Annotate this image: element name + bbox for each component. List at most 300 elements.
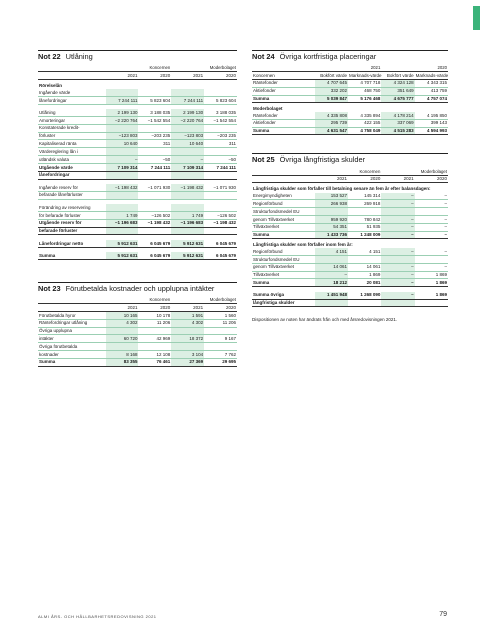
table-row: [38, 109, 237, 116]
section-label: Långfristiga skulder som förfaller inom fem år:: [253, 241, 353, 247]
cell-value: 7 244 111: [204, 163, 237, 171]
cell-value: 4 631 547: [315, 127, 348, 135]
cell-value: 12 108: [138, 350, 171, 358]
table-row: [38, 343, 237, 351]
cell-value: 269 918: [348, 200, 381, 208]
cell-value: 413 759: [415, 87, 448, 95]
cell-value: −126 502: [138, 211, 171, 219]
row-label: Strukturfondsmedel EU: [252, 255, 315, 263]
cell-value: –: [381, 193, 414, 200]
table-row: [252, 127, 448, 135]
cell-value: –: [415, 193, 448, 200]
group-header: Moderbolaget: [381, 168, 448, 175]
cell-value: [204, 148, 237, 156]
note-25: [252, 153, 448, 323]
cell-value: 4 675 777: [381, 95, 414, 103]
row-label: Tillväxtverket: [252, 223, 315, 231]
group-header-row: [38, 297, 237, 304]
cell-value: [138, 227, 171, 235]
table-row: [252, 112, 448, 119]
row-label: befarade förluster: [38, 227, 106, 235]
cell-value: 145 314: [348, 193, 381, 200]
cell-value: 27 369: [171, 358, 204, 366]
group-header-row: [38, 65, 237, 72]
row-label: långfristiga skulder: [252, 299, 315, 307]
table-row: [38, 140, 237, 148]
cell-value: 7 109 314: [171, 163, 204, 171]
table-row: [38, 211, 237, 219]
cell-value: −203 235: [204, 132, 237, 140]
cell-value: −1 198 432: [138, 219, 171, 227]
table-row: [252, 263, 448, 271]
cell-value: 4 343 315: [415, 79, 448, 87]
cell-value: 4 758 049: [348, 127, 381, 135]
cell-value: 4 335 894: [348, 112, 381, 119]
cell-value: 5 823 604: [138, 96, 171, 104]
cell-value: –: [381, 248, 414, 255]
cell-value: [106, 204, 139, 211]
cell-value: [204, 171, 237, 179]
year-header: 2020: [138, 72, 171, 80]
year-header: 2021: [381, 175, 414, 183]
cell-value: −1 196 683: [106, 219, 139, 227]
cell-value: 4 707 718: [348, 79, 381, 87]
note-name: Övriga kortfristiga placeringar: [279, 52, 377, 61]
row-label: Summa: [38, 358, 106, 366]
cell-value: –: [381, 271, 414, 279]
cell-value: 5 039 847: [315, 95, 348, 103]
cell-value: 14 061: [315, 263, 348, 271]
cell-value: [204, 327, 237, 335]
row-label: lånefordringar: [38, 96, 106, 104]
cell-value: 468 750: [348, 87, 381, 95]
cell-value: –: [171, 156, 204, 164]
row-label: Kapitaliserad ränta: [38, 140, 106, 148]
note-22-table: [38, 65, 237, 261]
cell-value: −2 220 764: [171, 117, 204, 125]
year-header: 2021: [315, 175, 348, 183]
cell-value: [171, 343, 204, 351]
table-row: [252, 299, 448, 307]
header-spacer: [38, 297, 106, 304]
cell-value: 2 199 130: [171, 109, 204, 116]
row-label: för befarade förluster: [38, 211, 106, 219]
cell-value: 266 938: [315, 200, 348, 208]
table-row: [252, 200, 448, 208]
cell-value: −123 803: [171, 132, 204, 140]
table-row: [38, 171, 237, 179]
cell-value: [315, 255, 348, 263]
cell-value: –: [381, 292, 414, 299]
cell-value: 959 920: [315, 216, 348, 224]
group-header: Moderbolaget: [171, 65, 237, 72]
cell-value: −1 196 683: [171, 219, 204, 227]
row-label: Summa: [252, 279, 315, 287]
row-label: Aktiefonder: [252, 87, 315, 95]
row-label: Övriga förutbetalda: [38, 343, 106, 351]
year-header: 2021: [171, 304, 204, 312]
table-row: [38, 240, 237, 247]
cell-value: 7 244 111: [171, 96, 204, 104]
cell-value: 399 143: [415, 119, 448, 127]
cell-value: 6 045 679: [138, 240, 171, 247]
note-24: [252, 50, 448, 135]
year-header: 2020: [204, 304, 237, 312]
cell-value: 1 560: [204, 311, 237, 319]
table-row: [38, 311, 237, 319]
section-label: Moderbolaget: [253, 105, 283, 111]
row-label: befarade lånefärluster: [38, 191, 106, 199]
subheader: Bokfört värde: [381, 72, 414, 80]
cell-value: –: [381, 223, 414, 231]
cell-value: 5 912 631: [106, 252, 139, 259]
table-row: [252, 271, 448, 279]
cell-value: 3 188 035: [138, 109, 171, 116]
note-23-table: [38, 297, 237, 367]
row-label: Strukturfondsmedel EU: [252, 208, 315, 216]
cell-value: –: [415, 200, 448, 208]
cell-value: −1 542 554: [138, 117, 171, 125]
cell-value: –: [381, 263, 414, 271]
cell-value: [381, 255, 414, 263]
table-row: [38, 124, 237, 132]
cell-value: 8 168: [106, 350, 139, 358]
row-label: Förutbetalda hyror: [38, 311, 106, 319]
cell-value: 4 302: [106, 319, 139, 327]
row-label: Summa: [252, 95, 315, 103]
row-label: genom Tillväxtverket: [252, 263, 315, 271]
cell-value: 18 212: [315, 279, 348, 287]
cell-value: [171, 124, 204, 132]
cell-value: [106, 343, 139, 351]
cell-value: 18 372: [171, 335, 204, 343]
table-row: [38, 358, 237, 366]
subheader: Marknads-värde: [415, 72, 449, 78]
table-row: [252, 216, 448, 224]
cell-value: 7 762: [204, 350, 237, 358]
table-row: [252, 292, 448, 299]
note-24-table: [252, 65, 448, 136]
cell-value: –: [381, 216, 414, 224]
cell-value: [171, 79, 204, 89]
section-tab-marker: [473, 6, 480, 30]
section-row: [252, 183, 448, 193]
cell-value: −50: [138, 156, 171, 164]
row-label: Värdereglering lån i: [38, 148, 106, 156]
table-row: [38, 89, 237, 96]
year-header: 2021: [171, 72, 204, 80]
cell-value: 11 206: [204, 319, 237, 327]
note-24-title: [252, 50, 448, 62]
group-header: Koncernen: [315, 168, 382, 175]
cell-value: 311: [138, 140, 171, 148]
cell-value: [315, 208, 348, 216]
cell-value: [138, 148, 171, 156]
table-row: [252, 208, 448, 216]
cell-value: 422 155: [348, 119, 381, 127]
cell-value: 7 244 111: [138, 163, 171, 171]
cell-value: –: [381, 200, 414, 208]
row-label: Lånefordringar netto: [38, 240, 106, 247]
cell-value: 4 335 808: [315, 112, 348, 119]
note-number: Not 24: [252, 52, 275, 61]
cell-value: 2 199 130: [106, 109, 139, 116]
cell-value: −203 235: [138, 132, 171, 140]
cell-value: [204, 204, 237, 211]
cell-value: [171, 204, 204, 211]
row-label: Ingående värde: [38, 89, 106, 96]
group-header-row: [252, 168, 448, 175]
cell-value: 311: [204, 140, 237, 148]
header-spacer: [252, 168, 315, 175]
cell-value: 6 045 679: [204, 240, 237, 247]
cell-value: 29 695: [204, 358, 237, 366]
cell-value: [106, 89, 139, 96]
table-row: [38, 96, 237, 104]
row-label: Energimyndigheten: [252, 193, 315, 200]
row-label: Räntefonder: [252, 112, 315, 119]
cell-value: [138, 343, 171, 351]
cell-value: 4 151: [348, 248, 381, 255]
table-row: [38, 227, 237, 235]
row-label: Förändring av reservering: [38, 204, 106, 211]
note-25-table: [252, 168, 448, 307]
note-23: [38, 282, 237, 367]
cell-value: 10 178: [138, 311, 171, 319]
cell-value: 5 912 631: [106, 240, 139, 247]
cell-value: 9 167: [204, 335, 237, 343]
cell-value: [171, 89, 204, 96]
cell-value: [381, 208, 414, 216]
cell-value: [315, 299, 348, 307]
cell-value: –: [415, 231, 448, 239]
cell-value: 20 081: [348, 279, 381, 287]
cell-value: [171, 171, 204, 179]
note-name: Utlåning: [65, 52, 93, 61]
row-label: Summa: [252, 127, 315, 135]
year-header: 2020: [415, 175, 448, 183]
note-25-disclaimer: Dispositionen av noten har ändrats från och med årsredovisningen 2021.: [252, 317, 398, 323]
cell-value: [106, 327, 139, 335]
table-row: [252, 79, 448, 87]
page-footer: ALMI ÅRS- OCH HÅLLBARHETSREDOVISNING 2021: [38, 614, 157, 619]
group-header: Moderbolaget: [171, 297, 237, 304]
cell-value: 4 707 645: [315, 79, 348, 87]
table-row: [252, 119, 448, 127]
cell-value: 4 302: [171, 319, 204, 327]
cell-value: −1 198 432: [171, 184, 204, 191]
cell-value: [106, 171, 139, 179]
group-header-row: [252, 65, 448, 72]
table-row: [38, 327, 237, 335]
section-label: Långfristiga skulder som förfaller till betalning senare än fem år efter balansdagen:: [253, 186, 431, 192]
row-label: lånefordringar: [38, 171, 106, 179]
table-row: [38, 79, 237, 89]
table-row: [38, 148, 237, 156]
cell-value: −1 198 432: [106, 184, 139, 191]
page-number: 79: [439, 611, 447, 618]
note-number: Not 22: [38, 52, 61, 61]
note-name: Övriga långfristiga skulder: [279, 155, 366, 165]
right-column: [252, 50, 448, 335]
cell-value: 153 527: [315, 193, 348, 200]
table-row: [252, 248, 448, 255]
cell-value: [138, 89, 171, 96]
cell-value: 332 202: [315, 87, 348, 95]
cell-value: 1 248 009: [348, 231, 381, 239]
cell-value: [415, 255, 448, 263]
year-header: 2021: [106, 72, 139, 80]
note-22: [38, 50, 237, 260]
table-row: [38, 163, 237, 171]
group-header: 2021: [315, 65, 382, 72]
year-header: 2020: [348, 175, 381, 183]
year-header-row: [38, 72, 237, 80]
row-label: Regionförbund: [252, 200, 315, 208]
cell-value: 1 451 948: [315, 292, 348, 299]
group-header: Koncernen: [106, 297, 172, 304]
row-label: Ingående reserv för: [38, 184, 106, 191]
cell-value: –: [106, 156, 139, 164]
row-label: Aktiefonder: [252, 119, 315, 127]
cell-value: 295 739: [315, 119, 348, 127]
cell-value: 60 720: [106, 335, 139, 343]
cell-value: 5 823 604: [204, 96, 237, 104]
cell-value: 5 912 631: [171, 240, 204, 247]
cell-value: [204, 89, 237, 96]
cell-value: 10 640: [106, 140, 139, 148]
cell-value: 1 749: [171, 211, 204, 219]
group-header: Koncernen: [106, 65, 172, 72]
row-label: Tillväxtverket: [252, 271, 315, 279]
year-header: 2020: [204, 72, 237, 80]
cell-value: 1 433 736: [315, 231, 348, 239]
cell-value: [348, 255, 381, 263]
cell-value: −123 803: [106, 132, 139, 140]
table-row: [252, 279, 448, 287]
year-header: 2020: [138, 304, 171, 312]
note-name: Förutbetalda kostnader och upplupna intäkter: [65, 284, 215, 294]
cell-value: −50: [204, 156, 237, 164]
cell-value: 1 869: [415, 271, 448, 279]
cell-value: 4 594 993: [415, 127, 448, 135]
cell-value: –: [381, 279, 414, 287]
cell-value: 1 869: [415, 279, 448, 287]
cell-value: [138, 124, 171, 132]
cell-value: –: [315, 271, 348, 279]
cell-value: 10 640: [171, 140, 204, 148]
cell-value: [381, 299, 414, 307]
table-row: [38, 350, 237, 358]
row-label: Summa övriga: [252, 292, 315, 299]
cell-value: 5 176 468: [348, 95, 381, 103]
row-label: Summa: [38, 252, 106, 259]
cell-value: 54 351: [315, 223, 348, 231]
subheader-row: [252, 72, 448, 80]
cell-value: [171, 191, 204, 199]
cell-value: [204, 79, 237, 89]
cell-value: [415, 299, 448, 307]
row-label: kostnader: [38, 350, 106, 358]
row-label: Regionförbund: [252, 248, 315, 255]
cell-value: [204, 343, 237, 351]
table-row: [252, 95, 448, 103]
table-row: [38, 219, 237, 227]
note-number: Not 25: [252, 155, 275, 165]
row-label: Amorteringar: [38, 117, 106, 125]
cell-value: [138, 327, 171, 335]
cell-value: 11 206: [138, 319, 171, 327]
cell-value: [204, 191, 237, 199]
cell-value: 1 869: [348, 271, 381, 279]
table-row: [252, 87, 448, 95]
header-spacer: [38, 65, 106, 72]
cell-value: –: [415, 216, 448, 224]
cell-value: [348, 299, 381, 307]
table-row: [252, 223, 448, 231]
cell-value: −126 502: [204, 211, 237, 219]
table-row: [38, 319, 237, 327]
cell-value: 4 151: [315, 248, 348, 255]
cell-value: −1 071 930: [138, 184, 171, 191]
table-row: [38, 184, 237, 191]
table-row: [38, 132, 237, 140]
cell-value: 4 515 283: [381, 127, 414, 135]
row-label: utländsk valuta: [38, 156, 106, 164]
year-header-row: [252, 175, 448, 183]
cell-value: –: [415, 223, 448, 231]
row-label: Räntefordringar utlåning: [38, 319, 106, 327]
cell-value: 337 069: [381, 119, 414, 127]
subheader: Marknads-värde: [349, 72, 382, 78]
cell-value: [106, 124, 139, 132]
subheader: Koncernen: [252, 72, 315, 80]
row-label: förluster: [38, 132, 106, 140]
section-row: [252, 103, 448, 112]
header-spacer: [252, 65, 315, 72]
cell-value: [415, 208, 448, 216]
note-22-title: [38, 50, 237, 62]
note-number: Not 23: [38, 284, 61, 294]
cell-value: –: [381, 231, 414, 239]
subheader: Bokfört värde: [315, 72, 348, 80]
cell-value: 6 045 679: [204, 252, 237, 259]
table-row: [38, 156, 237, 164]
table-row: [38, 335, 237, 343]
cell-value: −1 198 432: [204, 219, 237, 227]
table-row: [38, 117, 237, 125]
row-label: Utgående reserv för: [38, 219, 106, 227]
cell-value: 83 355: [106, 358, 139, 366]
year-header: 2021: [106, 304, 139, 312]
cell-value: 10 165: [106, 311, 139, 319]
cell-value: 1 268 090: [348, 292, 381, 299]
cell-value: 3 188 035: [204, 109, 237, 116]
table-row: [38, 191, 237, 199]
cell-value: 3 104: [171, 350, 204, 358]
cell-value: [106, 79, 139, 89]
left-column: [38, 50, 237, 379]
group-header: 2020: [381, 65, 448, 72]
cell-value: 4 324 128: [381, 79, 414, 87]
cell-value: 51 935: [348, 223, 381, 231]
cell-value: 7 244 111: [106, 96, 139, 104]
cell-value: 4 195 850: [415, 112, 448, 119]
cell-value: 14 061: [348, 263, 381, 271]
row-label: Utlåning: [38, 109, 106, 116]
cell-value: −2 220 764: [106, 117, 139, 125]
table-row: [38, 252, 237, 259]
